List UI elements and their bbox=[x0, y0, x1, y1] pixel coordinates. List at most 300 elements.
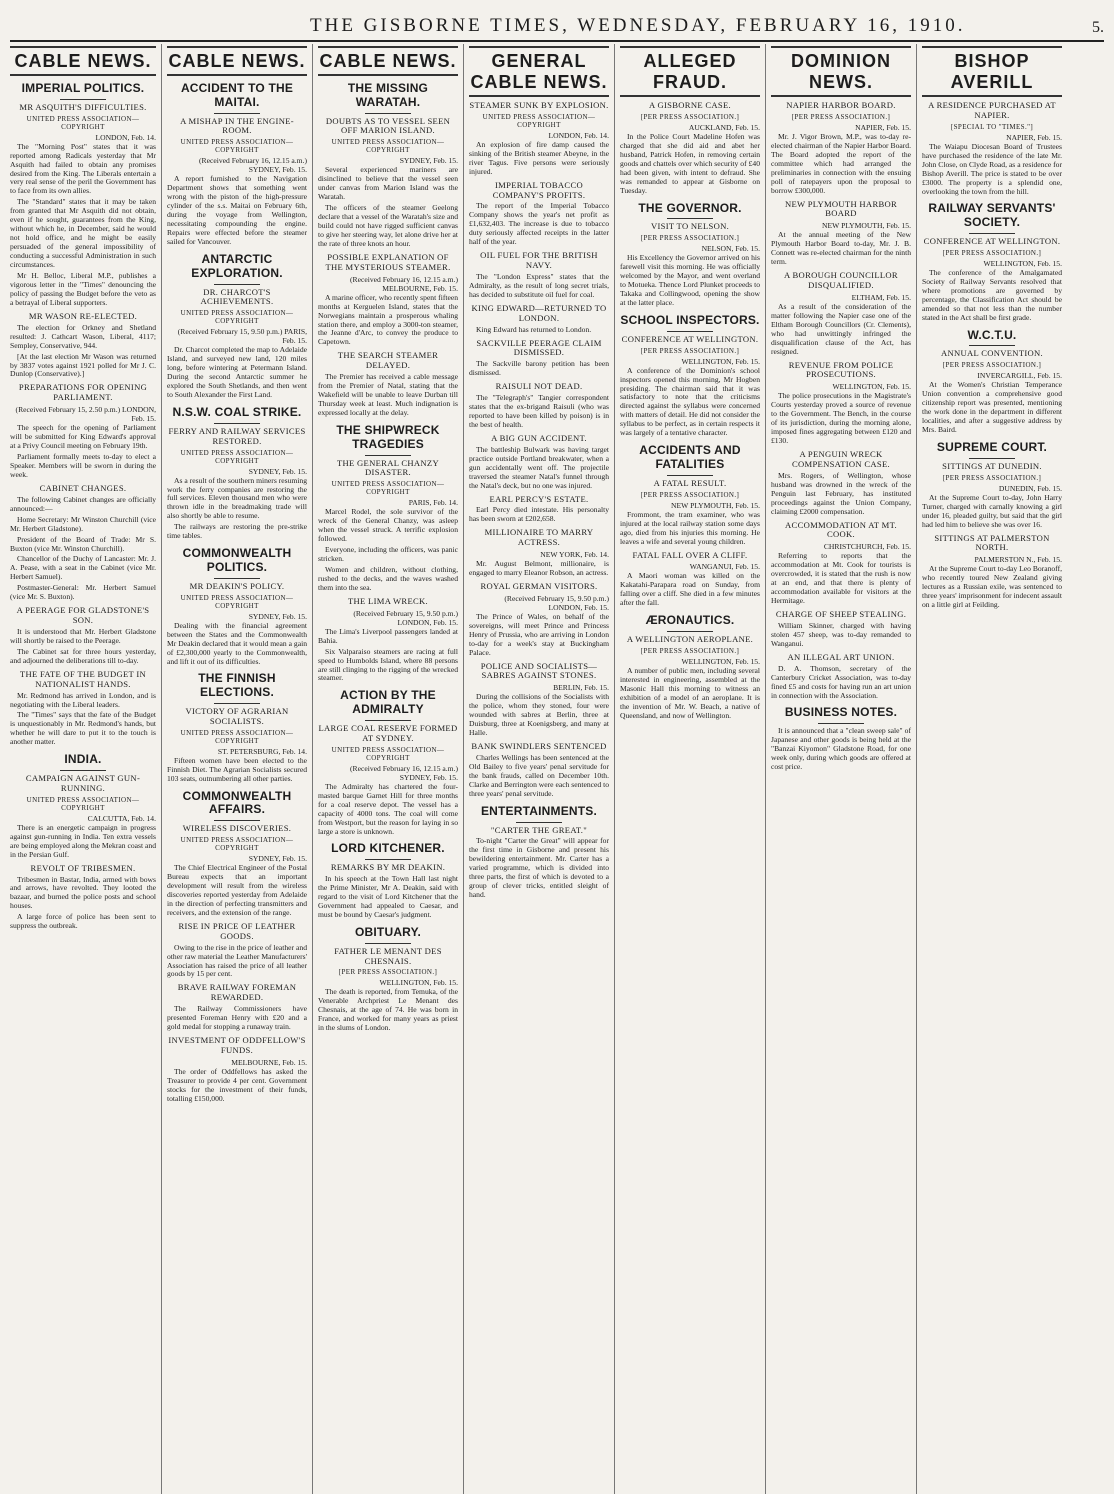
article bbox=[10, 312, 156, 380]
article-headline: N.S.W. COAL STRIKE. bbox=[172, 405, 302, 420]
article-headline: THE SHIPWRECK TRAGEDIES bbox=[336, 422, 440, 451]
article-paragraph: A large force of police has been sent to suppress the outbreak. bbox=[10, 912, 156, 931]
article-dateline: WELLINGTON, Feb. 15. bbox=[983, 258, 1062, 268]
article-paragraph: Postmaster-General: Mr. Herbert Samuel (vice Mr. S. Buxton). bbox=[10, 583, 156, 602]
article-paragraph: The Sackville barony petition has been dismissed. bbox=[469, 359, 609, 378]
article-paragraph: Mr. August Belmont, millionaire, is engaged to marry Eleanor Robson, an actress. bbox=[469, 559, 609, 577]
article-dateline: BERLIN, Feb. 15. bbox=[553, 683, 609, 693]
article bbox=[469, 582, 609, 658]
article-paragraph: The railways are restoring the pre-strike time tables. bbox=[167, 522, 307, 541]
article-dateline: NAPIER, Feb. 15. bbox=[1006, 132, 1062, 142]
article-byline: [PER PRESS ASSOCIATION.] bbox=[338, 968, 438, 977]
article bbox=[167, 253, 307, 400]
article-subhead: EARL PERCY'S ESTATE. bbox=[489, 493, 589, 504]
article-paragraph: His Excellency the Governor arrived on his farewell visit this morning. He was officially welcomed by the Mayor, and went overland to Motueka. Thence Lord Plunket proceeds to Takaka and Collingwood, opening the show at the latter place. bbox=[620, 253, 760, 307]
article bbox=[469, 528, 609, 578]
article-subhead: VICTORY OF AGRARIAN SOCIALISTS. bbox=[185, 706, 289, 726]
article bbox=[469, 101, 609, 177]
column-heading: CABLE NEWS. bbox=[318, 46, 458, 76]
column-6 bbox=[765, 44, 916, 1494]
article-paragraph: A report furnished to the Navigation Department shows that something went wrong with the piston of the high-pressure cylinder of the s.s. Maitai on February 6th, during the voyage from Wellington, necessitating compounding the engine. Repairs were effected before the steamer sailed for Vancouver. bbox=[167, 174, 307, 247]
article-dateline: SYDNEY, Feb. 15. bbox=[248, 466, 307, 476]
columns bbox=[10, 44, 1104, 1494]
article-headline: THE MISSING WARATAH. bbox=[347, 81, 429, 109]
masthead bbox=[10, 10, 1104, 42]
article-subhead: A BOROUGH COUNCILLOR DISQUALIFIED. bbox=[784, 270, 898, 290]
article-subhead: NEW PLYMOUTH HARBOR BOARD bbox=[784, 198, 898, 219]
article bbox=[318, 689, 458, 836]
article bbox=[620, 614, 760, 720]
article-subhead: MILLIONAIRE TO MARRY ACTRESS. bbox=[484, 527, 594, 548]
article-paragraph: It is understood that Mr. Herbert Gladstone will shortly be raised to the Peerage. bbox=[10, 627, 156, 645]
article-subhead: MR DEAKIN'S POLICY. bbox=[189, 580, 285, 591]
article-paragraph: Several experienced mariners are disinclined to believe that the vessel seen under canvas from Marion Island was the Waratah. bbox=[318, 165, 458, 202]
article bbox=[318, 842, 458, 919]
article-paragraph: Owing to the rise in the price of leather and other raw material the Leather Manufacturers' Association has raised the price of all leather goods by 15 per cent. bbox=[167, 942, 307, 979]
article bbox=[771, 101, 911, 196]
article-subhead: "CARTER THE GREAT." bbox=[490, 824, 588, 835]
article-headline: ACTION BY THE ADMIRALTY bbox=[340, 688, 436, 717]
article-paragraph: Charles Wellings has been sentenced at the Old Bailey to five years' penal servitude for the bank frauds, called on December 10th. Clarke and Berrington were each sentenced to three years' penal servitude. bbox=[469, 752, 610, 798]
article bbox=[469, 304, 609, 335]
column-7 bbox=[916, 44, 1067, 1494]
article-paragraph: Referring to reports that the accommodation at Mt. Cook for tourists is overcrowded, it is stated that the rush is now at an end, and that there is plenty of accommodation available for visitors at the Hermitage. bbox=[771, 551, 911, 606]
article-paragraph: The following Cabinet changes are officially announced:— bbox=[10, 494, 156, 513]
headline-rule bbox=[969, 345, 1015, 346]
article-paragraph: As a result of the consideration of the matter following the Napier case one of the Eltham Borough Councillors (Cr. Clements), who had unwittingly infringed the disqualification clause of the Act, has resigned. bbox=[771, 301, 911, 356]
article-dateline: (Received February 15, 9.50 p.m.) PARIS, Feb. 15. bbox=[177, 327, 307, 346]
article-byline: UNITED PRESS ASSOCIATION—COPYRIGHT bbox=[180, 448, 294, 465]
article-subhead: A GISBORNE CASE. bbox=[649, 100, 731, 110]
article bbox=[469, 662, 609, 739]
article-byline: UNITED PRESS ASSOCIATION—COPYRIGHT bbox=[180, 138, 294, 155]
article-paragraph: King Edward has returned to London. bbox=[476, 324, 592, 334]
headline-rule bbox=[214, 113, 260, 114]
article-paragraph: The "Standard" states that it may be taken from granted that Mr Asquith did not obtain, even if he sought, guarantees from the King, without which he, in December, said he would not hold office, and he might be easily persuaded of the general impossibility of conducting a successful Administration in such circumstances. bbox=[10, 197, 156, 270]
article-paragraph: [At the last election Mr Wason was returned by 3837 votes against 1921 polled for Mr J. C. Dunlop (Conservative).] bbox=[10, 351, 156, 379]
article-paragraph: As a result of the southern miners resuming work the ferry companies are restoring the full services. Eleven thousand men who were thrown idle in the breadmaking trade will also shortly be able to resume. bbox=[167, 475, 307, 521]
headline-rule bbox=[667, 631, 713, 632]
article-subhead: KING EDWARD—RETURNED TO LONDON. bbox=[471, 302, 607, 323]
headline-rule bbox=[516, 822, 562, 823]
article-dateline: SYDNEY, Feb. 15. bbox=[248, 611, 307, 621]
article-subhead: CONFERENCE AT WELLINGTON. bbox=[621, 333, 759, 344]
article-subhead: RAISULI NOT DEAD. bbox=[495, 381, 583, 392]
article-paragraph: The Prince of Wales, on behalf of the sovereigns, will meet Prince and Princess Henry of Prussia, who are arriving in London to-day for a week's stay at Buckingham Palace. bbox=[469, 611, 609, 657]
article-paragraph: Home Secretary: Mr Winston Churchill (vice Mr. Herbert Gladstone). bbox=[10, 514, 156, 533]
article-paragraph: The Premier has received a cable message from the Premier of Natal, stating that the Wakefield will be unable to leave Durban till Thursday week at least. Much indignation is expressed locally at the delay. bbox=[318, 372, 458, 417]
article-headline: ACCIDENT TO THE MAITAI. bbox=[180, 81, 294, 109]
article-subhead: REMARKS BY MR DEAKIN. bbox=[330, 862, 446, 873]
article-paragraph: At the Women's Christian Temperance Union convention a comprehensive good citizenship report was presented, mentioning the work done in the department in different localities, and after a suggestive address by Mrs. Baird. bbox=[922, 380, 1062, 435]
article bbox=[771, 361, 911, 446]
headline-rule bbox=[969, 233, 1015, 234]
article-dateline: (Received February 16, 12.15 a.m.) MELBOURNE, Feb. 15. bbox=[350, 274, 458, 293]
article-subhead: REVOLT OF TRIBESMEN. bbox=[30, 862, 136, 873]
article bbox=[771, 271, 911, 356]
headline-rule bbox=[667, 331, 713, 332]
article-subhead: CABINET CHANGES. bbox=[39, 482, 127, 493]
article bbox=[167, 922, 307, 980]
article-paragraph: The Chief Electrical Engineer of the Postal Bureau expects that an important development will result from the wireless discoveries reported yesterday from Adelaide in the direction of perfecting transmitters and receivers, and the extension of the range. bbox=[167, 863, 307, 917]
headline-rule bbox=[667, 475, 713, 476]
article-dateline: WELLINGTON, Feb. 15. bbox=[379, 978, 458, 988]
article-headline: BUSINESS NOTES. bbox=[784, 705, 898, 720]
article-paragraph: The Admiralty has chartered the four-masted barque Garnet Hill for three months for a coal reserve depot. The vessel has a capacity of 4000 tons. The coal will come from Westport, but the reason for laying in so large a store is unknown. bbox=[318, 781, 458, 836]
article-paragraph: Parliament formally meets to-day to elect a Speaker. Members will be sworn in during the week. bbox=[10, 452, 156, 479]
column-2 bbox=[161, 44, 312, 1494]
article bbox=[318, 82, 458, 249]
headline-rule bbox=[214, 703, 260, 704]
article-paragraph: Mr. Redmond has arrived in London, and is negotiating with the Liberal leaders. bbox=[10, 690, 156, 709]
article bbox=[469, 742, 609, 799]
article bbox=[318, 351, 458, 418]
column-heading: ALLEGED FRAUD. bbox=[620, 46, 760, 97]
article-subhead: CAMPAIGN AGAINST GUN-RUNNING. bbox=[25, 773, 141, 793]
article-paragraph: The "Telegraph's" Tangier correspondent states that the ex-brigand Raisuli (who was reported to have been killed by poison) is in the best of health. bbox=[469, 393, 609, 429]
page-number: 5. bbox=[1092, 19, 1104, 36]
article-subhead: IMPERIAL TOBACCO COMPANY'S PROFITS. bbox=[492, 179, 586, 200]
article-byline: [PER PRESS ASSOCIATION.] bbox=[942, 248, 1042, 257]
article-subhead: THE GENERAL CHANZY DISASTER. bbox=[337, 457, 439, 478]
article-paragraph: The "London Express" states that the Admiralty, as the result of long secret trials, has decided to substitute oil fuel for coal. bbox=[469, 271, 609, 299]
article-byline: [SPECIAL TO "TIMES."] bbox=[950, 122, 1034, 131]
article bbox=[167, 790, 307, 918]
article-paragraph: Chancellor of the Duchy of Lancaster: Mr. J. A. Pease, with a seat in the Cabinet (vice Mr. Herbert Samuel). bbox=[10, 554, 156, 582]
headline-rule bbox=[60, 770, 106, 771]
article bbox=[922, 441, 1062, 529]
article-paragraph: There is an energetic campaign in progress against gun-running in India. Ten extra vessels are being employed along the Mekran coast and in the Persian Gulf. bbox=[10, 822, 156, 859]
article-byline: UNITED PRESS ASSOCIATION—COPYRIGHT bbox=[331, 138, 445, 155]
article-dateline: WELLINGTON, Feb. 15. bbox=[681, 356, 760, 366]
article-dateline: (Received February 16, 12.15 a.m.) SYDNEY, Feb. 15. bbox=[350, 763, 458, 782]
article-subhead: CONFERENCE AT WELLINGTON. bbox=[923, 236, 1061, 247]
article-paragraph: Mrs. Rogers, of Wellington, whose husband was drowned in the wreck of the Penguin last February, has instituted proceedings against the Union Company, claiming £2000 compensation. bbox=[771, 470, 911, 516]
article-headline: ÆRONAUTICS. bbox=[645, 613, 735, 628]
article-paragraph: Everyone, including the officers, was panic stricken. bbox=[318, 545, 458, 564]
article-byline: [PER PRESS ASSOCIATION.] bbox=[791, 112, 891, 121]
article bbox=[469, 805, 609, 900]
masthead-title: THE GISBORNE TIMES, WEDNESDAY, FEBRUARY 16, 1910. bbox=[310, 15, 966, 36]
article bbox=[10, 670, 156, 747]
article bbox=[469, 181, 609, 248]
article-paragraph: The officers of the steamer Geelong declare that a vessel of the Waratah's size and build could not have rigged sufficient canvas to give her steering way, let alone drive her at the rate of three knots an hour. bbox=[318, 203, 458, 248]
article-dateline: NEW PLYMOUTH, Feb. 15. bbox=[822, 221, 911, 231]
article-byline: UNITED PRESS ASSOCIATION—COPYRIGHT bbox=[180, 836, 294, 853]
article bbox=[10, 753, 156, 859]
article-subhead: FATAL FALL OVER A CLIFF. bbox=[632, 549, 748, 560]
article-subhead: WIRELESS DISCOVERIES. bbox=[182, 823, 292, 834]
article-paragraph: The "Morning Post" states that it was reported among Radicals yesterday that Mr Asquith had failed to obtain any promises desired from the King. The Liberals entertain a very real sense of the peril the Government has to face from its own allies. bbox=[10, 141, 156, 196]
article-paragraph: The speech for the opening of Parliament will be submitted for King Edward's approval at a Privy Council meeting on February 19th. bbox=[10, 423, 156, 451]
article-subhead: A RESIDENCE PURCHASED AT NAPIER. bbox=[928, 100, 1056, 120]
article-subhead: DR. CHARCOT'S ACHIEVEMENTS. bbox=[200, 286, 274, 307]
article-paragraph: To-night "Carter the Great" will appear for the first time in Gisborne and present his bewildering entertainment. Mr. Carter has a varied programme, which is divided into three parts, the first of which is devoted to a group of clever tricks, entitled sleight of hand. bbox=[469, 836, 609, 900]
article bbox=[318, 597, 458, 684]
article bbox=[10, 383, 156, 479]
article-subhead: ROYAL GERMAN VISITORS. bbox=[480, 580, 598, 591]
article-subhead: POLICE AND SOCIALISTS—SABRES AGAINST STONES. bbox=[480, 660, 598, 681]
article bbox=[771, 706, 911, 772]
article-subhead: POSSIBLE EXPLANATION OF THE MYSTERIOUS STEAMER. bbox=[325, 251, 451, 272]
headline-rule bbox=[365, 455, 411, 456]
article-paragraph: Dealing with the financial agreement between the States and the Commonwealth Mr Deakin declared that it would mean a gain of £2,300,000 yearly to the Commonwealth, and lift it out of its difficulties. bbox=[167, 620, 307, 666]
article-headline: RAILWAY SERVANTS' SOCIETY. bbox=[928, 201, 1056, 230]
article-subhead: THE LIMA WRECK. bbox=[347, 595, 428, 606]
column-5 bbox=[614, 44, 765, 1494]
headline-rule bbox=[365, 113, 411, 114]
article-subhead: A BIG GUN ACCIDENT. bbox=[491, 432, 587, 443]
article-subhead: SACKVILLE PEERAGE CLAIM DISMISSED. bbox=[476, 337, 602, 358]
article-subhead: NAPIER HARBOR BOARD. bbox=[786, 100, 896, 110]
article bbox=[167, 406, 307, 541]
article-subhead: INVESTMENT OF ODDFELLOW'S FUNDS. bbox=[168, 1035, 306, 1055]
article bbox=[469, 495, 609, 525]
article-byline: [PER PRESS ASSOCIATION.] bbox=[640, 490, 740, 499]
article-byline: [PER PRESS ASSOCIATION.] bbox=[640, 346, 740, 355]
article-dateline: SYDNEY, Feb. 15. bbox=[399, 156, 458, 166]
article-paragraph: Six Valparaiso steamers are racing at full speed to Humbolds Island, where 88 persons are still clinging to the rigging of the wrecked steamer. bbox=[318, 646, 458, 683]
headline-rule bbox=[214, 423, 260, 424]
article bbox=[10, 606, 156, 666]
article-paragraph: The order of Oddfellows has asked the Treasurer to provide 4 per cent. Government stocks for the investment of their funds, totalling £150,000. bbox=[167, 1066, 307, 1103]
article-subhead: A WELLINGTON AEROPLANE. bbox=[626, 634, 754, 644]
article bbox=[469, 434, 609, 491]
article-dateline: ELTHAM, Feb. 15. bbox=[851, 292, 911, 302]
article bbox=[922, 534, 1062, 611]
article-dateline: DUNEDIN, Feb. 15. bbox=[998, 483, 1062, 493]
article bbox=[167, 82, 307, 247]
article-paragraph: The battleship Bulwark was having target practice outside Portland breakwater, when a gun accidentally went off. The projectile traversed the steamer Natal's funnel through the Natal's deck, but no one was injured. bbox=[469, 444, 609, 490]
article-headline: ACCIDENTS AND FATALITIES bbox=[639, 443, 741, 472]
article-dateline: CHRISTCHURCH, Feb. 15. bbox=[823, 542, 911, 552]
article bbox=[922, 329, 1062, 435]
article-headline: W.C.T.U. bbox=[967, 327, 1017, 342]
article-paragraph: A number of public men, including several interested in engineering, assembled at the Masonic Hall this morning to witness an exhibition of a model of an aeroplane. It is the invention of Mr. W. Beach, a native of Queensland, and now of Wellington. bbox=[620, 665, 760, 720]
article bbox=[771, 450, 911, 517]
article-paragraph: A Maori woman was killed on the Kakatahi-Parapara road on Sunday, from falling over a cliff. She died in a few minutes after the fall. bbox=[620, 571, 760, 608]
article-paragraph: Women and children, without clothing, rushed to the decks, and the waves washed them into the sea. bbox=[318, 564, 458, 592]
column-heading: CABLE NEWS. bbox=[167, 46, 307, 76]
headline-rule bbox=[365, 859, 411, 860]
article-subhead: THE SEARCH STEAMER DELAYED. bbox=[337, 350, 439, 371]
article-subhead: MR ASQUITH'S DIFFICULTIES. bbox=[19, 101, 147, 112]
article bbox=[167, 672, 307, 783]
article-dateline: WELLINGTON, Feb. 15. bbox=[681, 656, 760, 666]
headline-rule bbox=[818, 723, 864, 724]
article-headline: COMMONWEALTH POLITICS. bbox=[182, 546, 292, 575]
article bbox=[620, 202, 760, 308]
article-paragraph: An explosion of fire damp caused the sinking of the British steamer Abeyne, in the river Tagus. Five persons were seriously injured. bbox=[469, 139, 609, 176]
article bbox=[771, 610, 911, 649]
article-dateline: INVERCARGILL, Feb. 15. bbox=[977, 371, 1062, 381]
article-subhead: ANNUAL CONVENTION. bbox=[941, 348, 1043, 359]
article-dateline: LONDON, Feb. 14. bbox=[548, 130, 609, 140]
article-paragraph: The death is reported, from Temuka, of the Venerable Archpriest Le Menant des Chesnais, at the age of 74. He was born in France, and worked for many years as priest in the slums of London. bbox=[318, 987, 458, 1033]
article-paragraph: Dr. Charcot completed the map to Adelaide Island, and surveyed new land, 120 miles long, before wintering at Petermann Island. During the second Antarctic summer he explored the South Shetlands, and then went to South Alexander the First Land. bbox=[167, 345, 307, 400]
headline-rule bbox=[969, 458, 1015, 459]
article-dateline: (Received February 15, 9.50 p.m.) LONDON, Feb. 15. bbox=[504, 593, 609, 612]
article-dateline: NELSON, Feb. 15. bbox=[701, 244, 760, 254]
article bbox=[771, 653, 911, 701]
article bbox=[318, 926, 458, 1033]
article bbox=[620, 551, 760, 609]
article-dateline: WANGANUI, Feb. 15. bbox=[689, 562, 760, 572]
article-subhead: BRAVE RAILWAY FOREMAN REWARDED. bbox=[177, 982, 297, 1003]
article-paragraph: Marcel Rodel, the sole survivor of the wreck of the General Chanzy, was asleep when the vessel struck. A terrific explosion followed. bbox=[318, 507, 458, 544]
article-headline: INDIA. bbox=[64, 752, 102, 767]
article-paragraph: Fifteen women have been elected to the Finnish Diet. The Agrarian Socialists secured 103 seats, outnumbering all other parties. bbox=[167, 755, 307, 783]
headline-rule bbox=[365, 943, 411, 944]
article-dateline: NEW PLYMOUTH, Feb. 15. bbox=[671, 500, 760, 510]
article-byline: [PER PRESS ASSOCIATION.] bbox=[640, 234, 740, 243]
article-headline: SUPREME COURT. bbox=[936, 440, 1048, 455]
article-paragraph: Mr H. Belloc, Liberal M.P., publishes a vigorous letter in the "Times" denouncing the policy of passing the Budget before the veto as a betrayal of Liberal supporters. bbox=[10, 271, 156, 307]
article-headline: ENTERTAINMENTS. bbox=[480, 803, 598, 818]
article-headline: COMMONWEALTH AFFAIRS. bbox=[182, 788, 292, 817]
article-paragraph: It is announced that a "clean sweep sale" of Japanese and other goods is being held at the "Banzai Kiyomon" Gladstone Road, for one week only, during which goods are offered at cost price. bbox=[771, 726, 911, 772]
article-subhead: A FATAL RESULT. bbox=[653, 477, 727, 488]
article-dateline: AUCKLAND, Feb. 15. bbox=[688, 122, 760, 132]
article-subhead: THE FATE OF THE BUDGET IN NATIONALIST HANDS. bbox=[19, 668, 147, 689]
article-dateline: ST. PETERSBURG, Feb. 14. bbox=[217, 746, 307, 756]
article-headline: ANTARCTIC EXPLORATION. bbox=[191, 251, 283, 280]
article-paragraph: D. A. Thomson, secretary of the Canterbury Cricket Association, was to-day fined £5 and costs for having run an art union in connection with the Association. bbox=[771, 663, 911, 700]
article-subhead: REVENUE FROM POLICE PROSECUTIONS. bbox=[788, 359, 894, 380]
article bbox=[10, 484, 156, 602]
article-subhead: FATHER LE MENANT DES CHESNAIS. bbox=[334, 945, 442, 966]
article-byline: UNITED PRESS ASSOCIATION—COPYRIGHT bbox=[482, 112, 596, 129]
article-paragraph: The Lima's Liverpool passengers landed at Bahia. bbox=[318, 626, 458, 645]
article-byline: UNITED PRESS ASSOCIATION—COPYRIGHT bbox=[26, 795, 140, 812]
article-paragraph: The election for Orkney and Shetland resulted: J. Cathcart Wason, Liberal, 4117; Sempley, Conservative, 944. bbox=[10, 322, 156, 350]
article-subhead: FERRY AND RAILWAY SERVICES RESTORED. bbox=[168, 425, 306, 446]
article-paragraph: Frommont, the tram examiner, who was injured at the local railway station some days ago, died from his injuries this morning. He leaves a wife and several young children. bbox=[620, 509, 760, 546]
article-paragraph: The Railway Commissioners have presented Foreman Henry with £20 and a gold medal for stopping a runaway train. bbox=[167, 1004, 307, 1032]
article-paragraph: The Waiapu Diocesan Board of Trustees have purchased the residence of the late Mr. John Close, on Clyde Road, as a residence for Bishop Averill. The price is stated to be over £3000. The property is a splendid one, overlooking the town from the hill. bbox=[922, 141, 1062, 196]
article-paragraph: Tribesmen in Bastar, India, armed with bows and arrows, have revolted. They looted the bazaar, and burned the police posts and school houses. bbox=[10, 874, 156, 911]
article-paragraph: The police prosecutions in the Magistrate's Courts yesterday proved a source of revenue to the Government. The Bench, in the course of its jurisdiction, during the morning alone, imposed fines aggregating between £120 and £130. bbox=[771, 391, 911, 446]
article-subhead: PREPARATIONS FOR OPENING PARLIAMENT. bbox=[18, 382, 148, 403]
article-subhead: A PENGUIN WRECK COMPENSATION CASE. bbox=[791, 449, 891, 469]
article-paragraph: At the Supreme Court to-day Leo Boranoff, who recently toured New Zealand giving lectures as a Russian exile, was sentenced to three years' imprisonment for indecent assault on a little girl at Feilding. bbox=[922, 564, 1062, 610]
article bbox=[771, 200, 911, 268]
article-dateline: SYDNEY, Feb. 15. bbox=[248, 854, 307, 864]
column-4 bbox=[463, 44, 614, 1494]
article-dateline: (Received February 15, 9.50 p.m.) LONDON, Feb. 15. bbox=[353, 608, 458, 627]
article-headline: OBITUARY. bbox=[354, 924, 422, 939]
article-dateline: MELBOURNE, Feb. 15. bbox=[231, 1057, 307, 1067]
article-paragraph: A conference of the Dominion's school inspectors opened this morning, Mr Hogben presiding. The chairman said that it was satisfactory to note that the criticisms directed against the syllabus were concerned with matters of detail. He did not consider the syllabus to be perfect, as in certain respects it was largely of a tentative character. bbox=[620, 365, 760, 438]
article-headline: LORD KITCHENER. bbox=[331, 841, 445, 856]
article-subhead: ACCOMMODATION AT MT. COOK. bbox=[785, 519, 897, 540]
article-headline: IMPERIAL POLITICS. bbox=[21, 81, 145, 95]
article bbox=[922, 202, 1062, 322]
article-byline: UNITED PRESS ASSOCIATION—COPYRIGHT bbox=[331, 480, 445, 497]
article-subhead: LARGE COAL RESERVE FORMED AT SYDNEY. bbox=[318, 723, 458, 743]
article-byline: [PER PRESS ASSOCIATION.] bbox=[640, 112, 740, 121]
column-heading: CABLE NEWS. bbox=[10, 46, 156, 76]
article-subhead: SITTINGS AT DUNEDIN. bbox=[942, 460, 1042, 471]
headline-rule bbox=[214, 284, 260, 285]
article bbox=[167, 983, 307, 1032]
headline-rule bbox=[60, 99, 106, 100]
article-subhead: SITTINGS AT PALMERSTON NORTH. bbox=[934, 532, 1050, 553]
article bbox=[922, 101, 1062, 196]
article-headline: THE FINNISH ELECTIONS. bbox=[198, 671, 276, 700]
headline-rule bbox=[667, 218, 713, 219]
article bbox=[318, 424, 458, 593]
article-subhead: A MISHAP IN THE ENGINE-ROOM. bbox=[180, 115, 294, 136]
article bbox=[620, 101, 760, 196]
article-subhead: OIL FUEL FOR THE BRITISH NAVY. bbox=[480, 250, 598, 271]
article bbox=[167, 547, 307, 666]
article-paragraph: President of the Board of Trade: Mr S. Buxton (vice Mr. Winston Churchill). bbox=[10, 534, 156, 553]
article-byline: [PER PRESS ASSOCIATION.] bbox=[942, 473, 1042, 482]
article-subhead: MR WASON RE-ELECTED. bbox=[28, 310, 138, 321]
article-byline: UNITED PRESS ASSOCIATION—COPYRIGHT bbox=[180, 309, 294, 326]
article-paragraph: The Cabinet sat for three hours yesterday, and adjourned the deliberations till to-day. bbox=[10, 646, 156, 665]
article-subhead: DOUBTS AS TO VESSEL SEEN OFF MARION ISLAND. bbox=[325, 115, 451, 136]
article-dateline: (Received February 15, 2.50 p.m.) LONDON, Feb. 15. bbox=[15, 405, 156, 424]
headline-rule bbox=[365, 720, 411, 721]
article bbox=[620, 314, 760, 438]
article bbox=[469, 339, 609, 379]
article-byline: UNITED PRESS ASSOCIATION—COPYRIGHT bbox=[331, 745, 445, 762]
article-byline: [PER PRESS ASSOCIATION.] bbox=[640, 646, 740, 655]
article-paragraph: Earl Percy died intestate. His personalty has been sworn at £202,658. bbox=[469, 505, 609, 524]
article-headline: SCHOOL INSPECTORS. bbox=[620, 312, 760, 327]
article-paragraph: A marine officer, who recently spent fifteen months at Kerguelen Island, states that the Norwegians maintain a prosperous whaling station there, and employ a 3000-ton steamer, the Jeanne d'Arc, to convey the produce to Capetown. bbox=[318, 292, 458, 347]
article-dateline: WELLINGTON, Feb. 15. bbox=[832, 382, 911, 392]
article-subhead: RISE IN PRICE OF LEATHER GOODS. bbox=[178, 920, 296, 941]
article bbox=[469, 382, 609, 430]
article-dateline: CALCUTTA, Feb. 14. bbox=[87, 813, 156, 823]
column-heading: GENERAL CABLE NEWS. bbox=[469, 46, 609, 97]
article bbox=[620, 444, 760, 546]
article bbox=[318, 253, 458, 347]
article-dateline: PARIS, Feb. 14. bbox=[408, 498, 458, 508]
article-byline: UNITED PRESS ASSOCIATION—COPYRIGHT bbox=[180, 593, 294, 610]
article-dateline: LONDON, Feb. 14. bbox=[95, 132, 156, 142]
article-paragraph: During the collisions of the Socialists with the police, whom they stoned, four were wounded with sabres at Berlin, three at Duisburg, three at Koenigsberg, and many at Halle. bbox=[469, 692, 609, 738]
article-dateline: NAPIER, Feb. 15. bbox=[855, 122, 911, 132]
article-subhead: AN ILLEGAL ART UNION. bbox=[787, 651, 895, 662]
article bbox=[10, 82, 156, 308]
article-dateline: NEW YORK, Feb. 14. bbox=[540, 550, 609, 560]
article-dateline: (Received February 16, 12.15 a.m.) SYDNEY, Feb. 15. bbox=[199, 156, 307, 175]
article-paragraph: At the Supreme Court to-day, John Harry Turner, charged with carnally knowing a girl under 16, pleaded guilty, but said that the girl had led him to believe she was over 16. bbox=[922, 492, 1062, 529]
article-headline: THE GOVERNOR. bbox=[638, 200, 742, 215]
column-3 bbox=[312, 44, 463, 1494]
column-1 bbox=[10, 44, 161, 1494]
article-byline: UNITED PRESS ASSOCIATION—COPYRIGHT bbox=[180, 728, 294, 745]
headline-rule bbox=[214, 820, 260, 821]
headline-rule bbox=[214, 578, 260, 579]
article-paragraph: The conference of the Amalgamated Society of Railway Servants resolved that where promotions are governed by percentage, the Classification Act should be amended so that not less than the number stated in the Act shall be first grade. bbox=[922, 267, 1062, 322]
article-paragraph: William Skinner, charged with having stolen 457 sheep, was to-day remanded to Wanganui. bbox=[771, 620, 911, 648]
article-paragraph: The report of the Imperial Tobacco Company shows the year's net profit as £1,632,403. The increase is due to tobacco duty seriously affected receipts in the latter half of the year. bbox=[469, 201, 609, 247]
column-heading: BISHOP AVERILL bbox=[922, 46, 1062, 97]
column-heading: DOMINION NEWS. bbox=[771, 46, 911, 97]
article-subhead: VISIT TO NELSON. bbox=[650, 221, 730, 232]
article-byline: UNITED PRESS ASSOCIATION—COPYRIGHT bbox=[26, 114, 140, 131]
article bbox=[167, 1036, 307, 1104]
article bbox=[771, 521, 911, 606]
article-subhead: STEAMER SUNK BY EXPLOSION. bbox=[469, 100, 609, 110]
article-paragraph: The "Times" says that the fate of the Budget is unquestionably in Mr. Redmond's hands, but whether he will dare to put it to the touch is another matter. bbox=[10, 710, 156, 747]
article-subhead: A PEERAGE FOR GLADSTONE'S SON. bbox=[16, 605, 150, 626]
